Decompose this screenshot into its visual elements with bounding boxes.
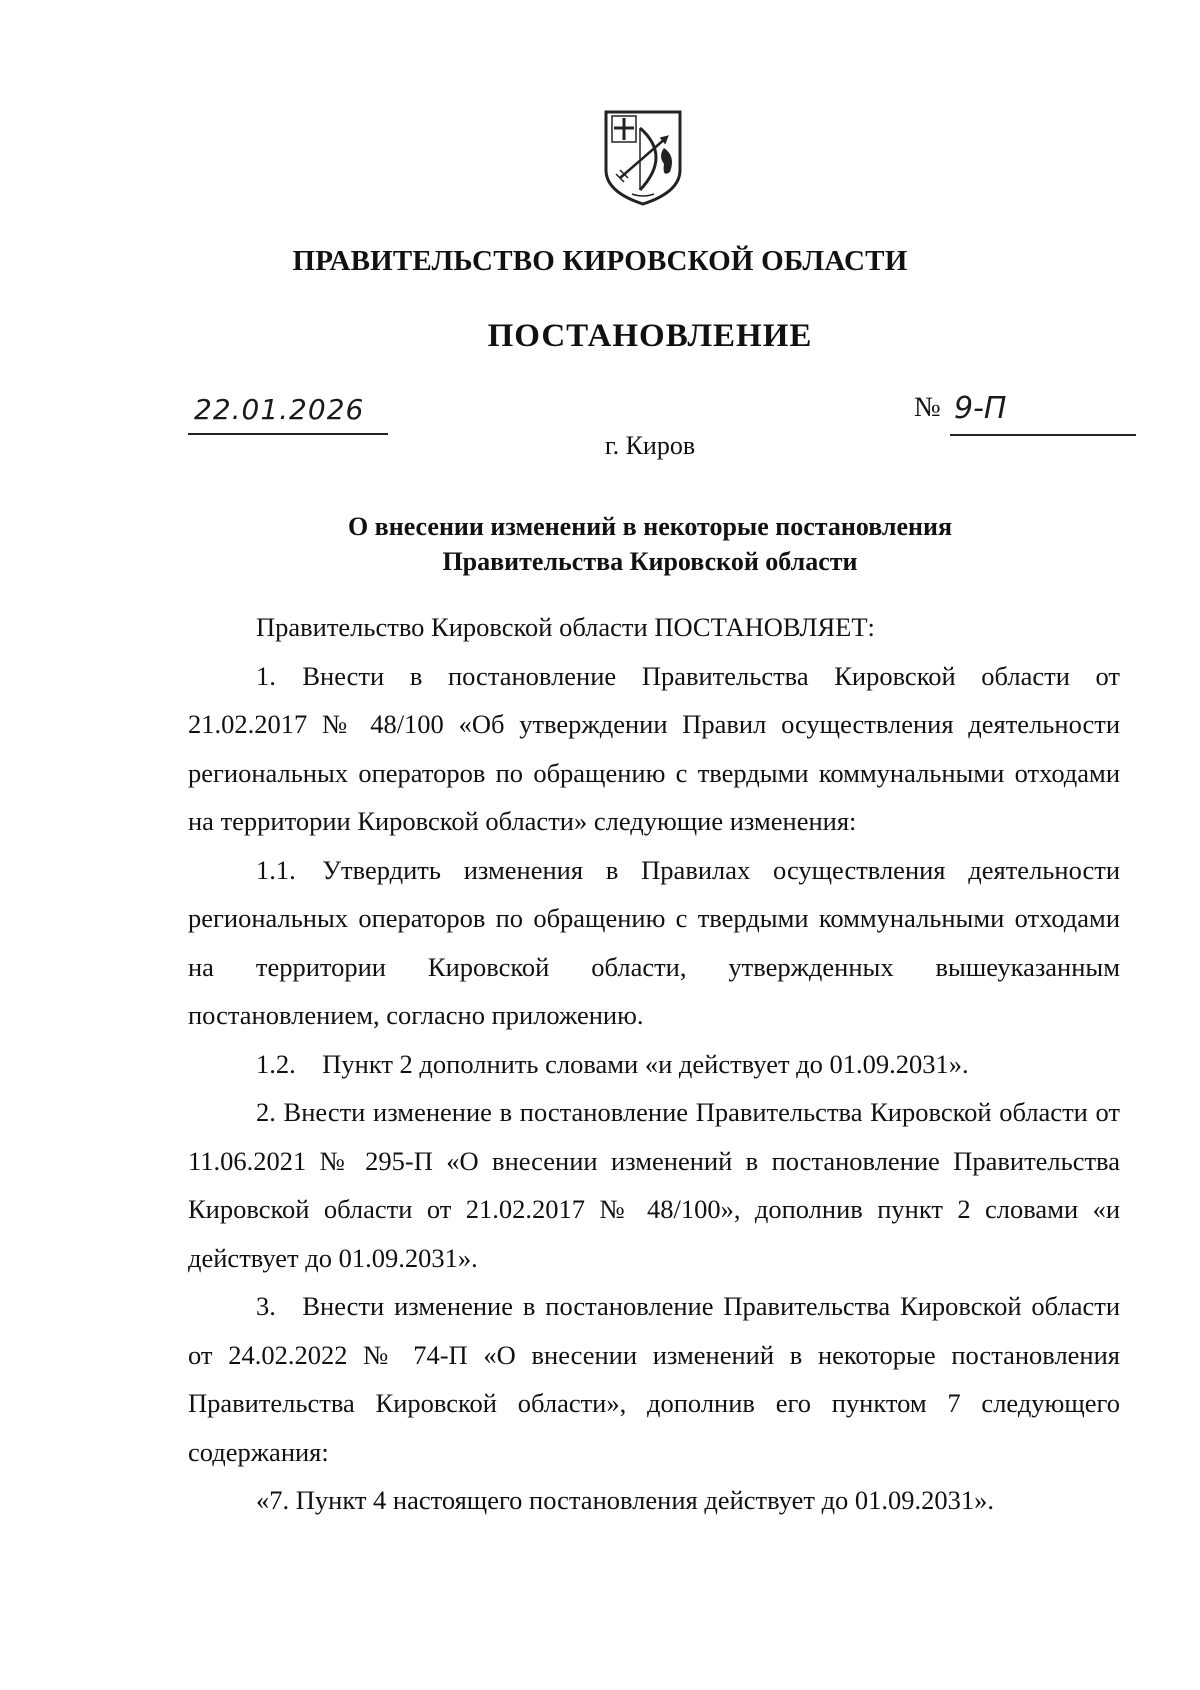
heading-line-2: Правительства Кировской области — [442, 547, 858, 576]
intro-paragraph: Правительство Кировской области ПОСТАНОВЛЯЕТ: — [256, 612, 875, 642]
number-field — [950, 392, 1136, 436]
handwritten-number: 9-П — [954, 391, 1007, 426]
number-label: № — [914, 392, 941, 423]
handwritten-date: 22.01.2026 — [194, 393, 365, 426]
paragraph-3: 3. Внести изменение в постановление Правительства Кировской области от 24.02.2022 № 74-П «О внесении изменений в некоторые постановления Правительства Кировской области», дополнив его пунктом 7 следующего содержания: — [188, 1291, 1120, 1467]
paragraph-1-2: 1.2. Пункт 2 дополнить словами «и действует до 01.09.2031». — [256, 1048, 969, 1079]
document-body — [188, 603, 1120, 1525]
organization-title: ПРАВИТЕЛЬСТВО КИРОВСКОЙ ОБЛАСТИ — [292, 245, 908, 277]
date-field — [188, 393, 388, 435]
document-heading — [0, 509, 1200, 579]
heading-line-1: О внесении изменений в некоторые постановления — [347, 512, 953, 541]
city-label: г. Киров — [604, 431, 696, 460]
paragraph-1-1: 1.1. Утвердить изменения в Правилах осуществления деятельности региональных операторов по обращению с твердыми коммунальными отходами на территории Кировской области, утвержденных вышеуказанным постановлением, согласно приложению. — [188, 854, 1120, 1030]
paragraph-1: 1. Внести в постановление Правительства Кировской области от 21.02.2017 № 48/100 «Об утверждении Правил осуществления деятельности региональных операторов по обращению с твердыми коммунальными отходами на территории Кировской области» следующие изменения: — [188, 660, 1120, 836]
paragraph-3-quote: «7. Пункт 4 настоящего постановления действует до 01.09.2031». — [256, 1485, 995, 1515]
document-type: ПОСТАНОВЛЕНИЕ — [487, 318, 813, 354]
coat-of-arms-icon — [602, 108, 684, 208]
paragraph-2: 2. Внести изменение в постановление Правительства Кировской области от 11.06.2021 № 295-П «О внесении изменений в постановление Правительства Кировской области от 21.02.2017 № 48/100», дополнив пункт 2 словами «и действует до 01.09.2031». — [188, 1097, 1120, 1273]
